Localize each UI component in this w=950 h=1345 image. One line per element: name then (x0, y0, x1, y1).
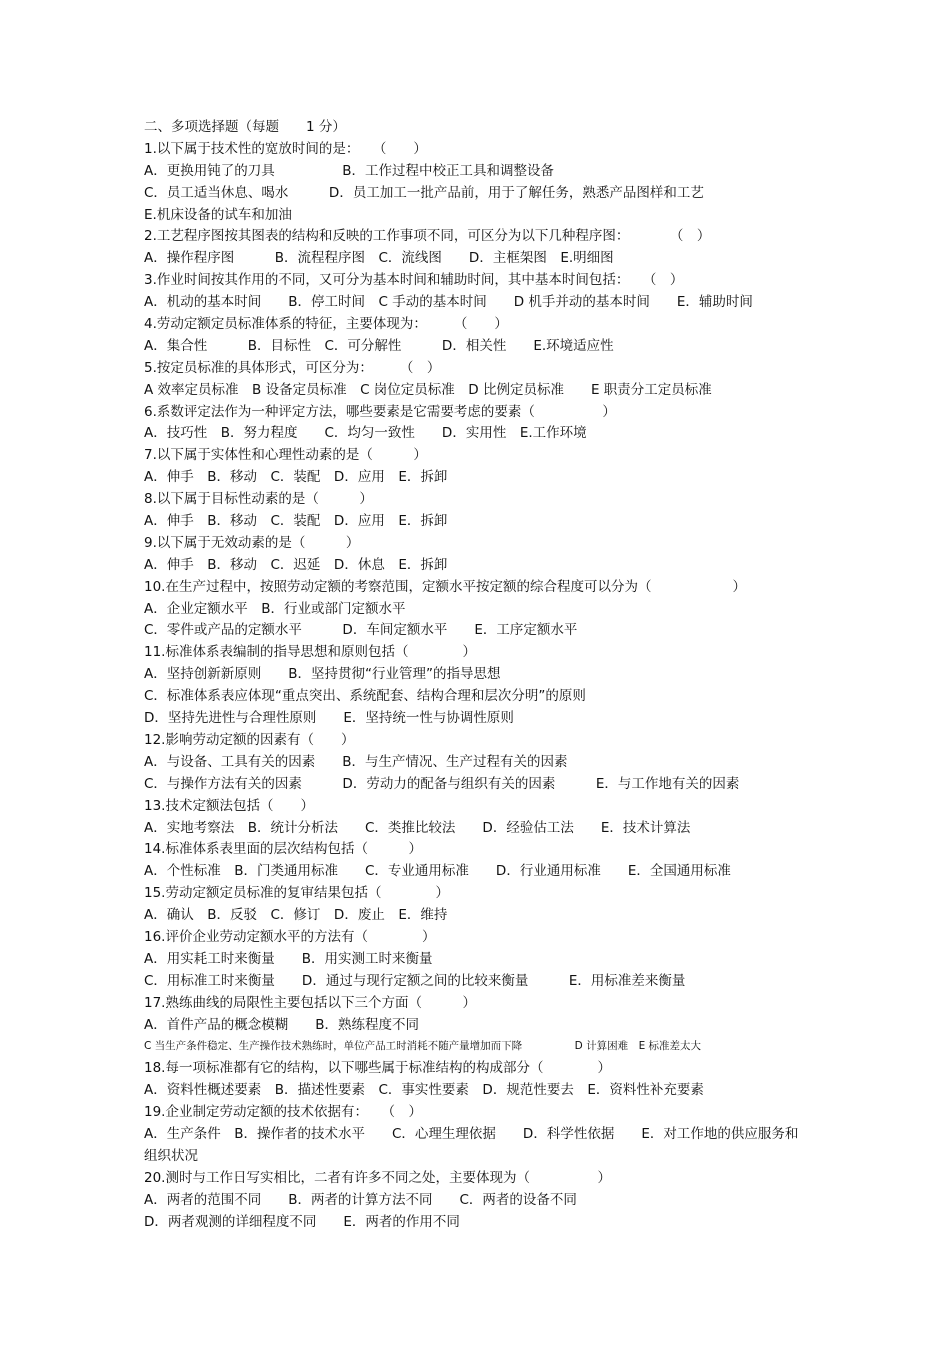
text-line: 7.以下属于实体性和心理性动素的是（ ） (144, 447, 427, 464)
text-line: A．伸手 B．移动 C．迟延 D．休息 E．拆卸 (144, 556, 448, 573)
text-line: A．用实耗工时来衡量 B．用实测工时来衡量 (144, 950, 433, 967)
text-line: A．资料性概述要素 B．描述性要素 C．事实性要素 D．规范性要去 E．资料性补充要素 (144, 1082, 704, 1099)
text-line: 4.劳动定额定员标准体系的特征，主要体现为： （ ） (144, 316, 508, 333)
text-line: E.机床设备的试车和加油 (144, 206, 292, 223)
text-line: 9.以下属于无效动素的是（ ） (144, 534, 360, 551)
text-line: A．集合性 B．目标性 C．可分解性 D．相关性 E.环境适应性 (144, 337, 614, 354)
text-line: C．零件或产品的定额水平 D．车间定额水平 E．工序定额水平 (144, 622, 578, 639)
text-line: 5.按定员标准的具体形式，可区分为： （ ） (144, 359, 441, 376)
text-line: C．用标准工时来衡量 D．通过与现行定额之间的比较来衡量 E．用标准差来衡量 (144, 972, 686, 989)
text-line: A．机动的基本时间 B．停工时间 C 手动的基本时间 D 机手并动的基本时间 E．辅助时间 (144, 294, 753, 311)
text-line: 8.以下属于目标性动素的是（ ） (144, 491, 373, 508)
text-line: A．两者的范围不同 B．两者的计算方法不同 C．两者的设备不同 (144, 1191, 577, 1208)
text-line: 3.作业时间按其作用的不同，又可分为基本时间和辅助时间，其中基本时间包括： （ ） (144, 272, 684, 289)
text-line: D．坚持先进性与合理性原则 E．坚持统一性与协调性原则 (144, 710, 514, 727)
text-line: A．确认 B．反驳 C．修订 D．废止 E．维持 (144, 907, 448, 924)
section-heading: 二、多项选择题（每题 1 分） (144, 119, 346, 135)
text-line: A．技巧性 B．努力程度 C．均匀一致性 D．实用性 E.工作环境 (144, 425, 587, 442)
text-line: A．生产条件 B．操作者的技术水平 C．心理生理依据 D．科学性依据 E．对工作地的供应服务和组织状况 (144, 1125, 799, 1164)
text-line: C．与操作方法有关的因素 D．劳动力的配备与组织有关的因素 E．与工作地有关的因素 (144, 775, 740, 792)
text-line: A．操作程序图 B．流程程序图 C．流线图 D．主框架图 E.明细图 (144, 250, 614, 267)
text-line: 6.系数评定法作为一种评定方法，哪些要素是它需要考虑的要素（ ） (144, 403, 616, 420)
text-line: A．坚持创新新原则 B．坚持贯彻“行业管理”的指导思想 (144, 666, 501, 683)
text-line: 19.企业制定劳动定额的技术依据有： （ ） (144, 1104, 422, 1121)
text-line: 2.工艺程序图按其图表的结构和反映的工作事项不同，可区分为以下几种程序图： （ ） (144, 228, 711, 245)
text-line: 15.劳动定额定员标准的复审结果包括（ ） (144, 885, 449, 902)
text-line: A 效率定员标准 B 设备定员标准 C 岗位定员标准 D 比例定员标准 E 职责分工定员标准 (144, 381, 712, 398)
text-line: 16.评价企业劳动定额水平的方法有（ ） (144, 928, 436, 945)
text-line: C．标准体系表应体现“重点突出、系统配套、结构合理和层次分明”的原则 (144, 688, 586, 705)
text-line: 14.标准体系表里面的层次结构包括（ ） (144, 841, 422, 858)
text-line: 17.熟练曲线的局限性主要包括以下三个方面（ ） (144, 994, 476, 1011)
text-line: A．伸手 B．移动 C．装配 D．应用 E．拆卸 (144, 513, 448, 530)
text-line: 10.在生产过程中，按照劳动定额的考察范围，定额水平按定额的综合程度可以分为（ ） (144, 578, 746, 595)
text-line: D．两者观测的详细程度不同 E．两者的作用不同 (144, 1213, 460, 1230)
text-line: A．个性标准 B．门类通用标准 C．专业通用标准 D．行业通用标准 E．全国通用标准 (144, 863, 731, 880)
text-line: C．员工适当休息、喝水 D．员工加工一批产品前，用于了解任务，熟悉产品图样和工艺 (144, 184, 704, 201)
text-line: 20.测时与工作日写实相比，二者有许多不同之处，主要体现为（ ） (144, 1169, 611, 1186)
text-line: A．首件产品的概念模糊 B．熟练程度不同 (144, 1016, 419, 1033)
small-print-line: C 当生产条件稳定、生产操作技术熟练时，单位产品工时消耗不随产量增加而下降 D 计算困难 E 标准差太大 (144, 1040, 702, 1053)
text-line: 1.以下属于技术性的宽放时间的是： （ ） (144, 140, 427, 157)
text-line: 12.影响劳动定额的因素有（ ） (144, 731, 355, 748)
text-line: 11.标准体系表编制的指导思想和原则包括（ ） (144, 644, 476, 661)
text-line: A．企业定额水平 B．行业或部门定额水平 (144, 600, 406, 617)
text-line: 13.技术定额法包括（ ） (144, 797, 314, 814)
text-line: A．实地考察法 B．统计分析法 C．类推比较法 D．经验估工法 E．技术计算法 (144, 819, 691, 836)
question-list (144, 117, 804, 1233)
text-line: A．与设备、工具有关的因素 B．与生产情况、生产过程有关的因素 (144, 753, 568, 770)
text-line: A．伸手 B．移动 C．装配 D．应用 E．拆卸 (144, 469, 448, 486)
text-line: 18.每一项标准都有它的结构，以下哪些属于标准结构的构成部分（ ） (144, 1060, 611, 1077)
text-line: A．更换用钝了的刀具 B．工作过程中校正工具和调整设备 (144, 162, 554, 179)
